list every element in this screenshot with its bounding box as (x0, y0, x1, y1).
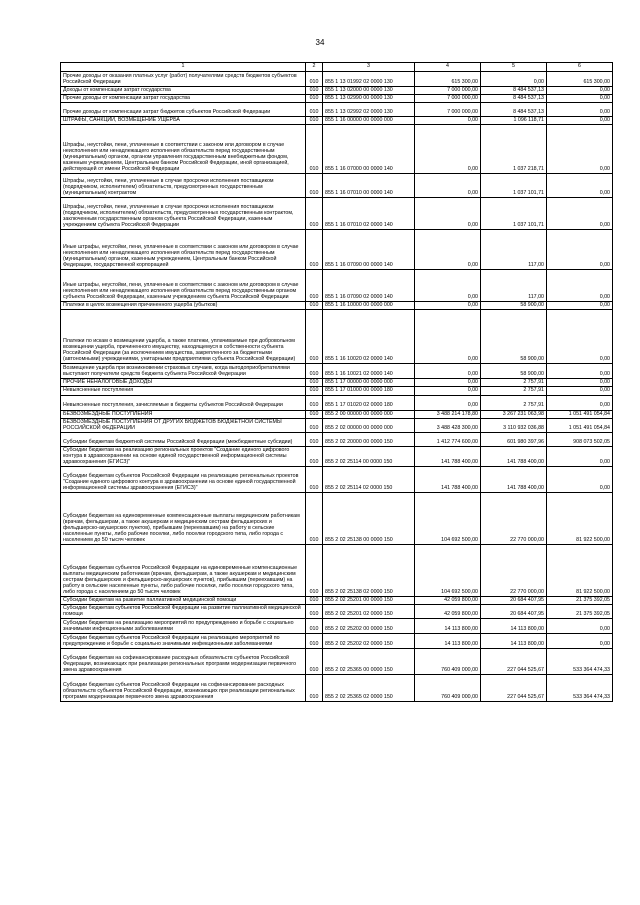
row-unexecuted-amount: 0,00 (547, 446, 613, 466)
row-executed-amount: 14 113 800,00 (481, 634, 547, 649)
table-row (61, 379, 613, 387)
row-name: ШТРАФЫ, САНКЦИИ, ВОЗМЕЩЕНИЕ УЩЕРБА (61, 117, 306, 125)
table-row (61, 545, 613, 597)
row-approved-amount: 104 692 500,00 (415, 545, 481, 597)
row-line-code: 010 (306, 198, 323, 230)
row-budget-code: 855 1 17 01000 00 0000 180 (323, 387, 415, 395)
row-unexecuted-amount: 0,00 (547, 634, 613, 649)
row-name: Прочие доходы от оказания платных услуг (работ) получателями средств бюджетов субъектов Российской Федерации (61, 72, 306, 87)
row-executed-amount: 2 757,91 (481, 379, 547, 387)
row-line-code: 010 (306, 87, 323, 95)
row-budget-code: 855 1 16 10021 02 0000 140 (323, 364, 415, 379)
row-line-code: 010 (306, 649, 323, 675)
row-line-code: 010 (306, 446, 323, 466)
row-line-code: 010 (306, 387, 323, 395)
row-name: Возмещение ущерба при возникновении страховых случаев, когда выгодоприобретателями выступают получатели средств бюджета субъекта Российской Федерации (61, 364, 306, 379)
row-approved-amount: 104 692 500,00 (415, 493, 481, 545)
row-unexecuted-amount: 1 051 491 054,84 (547, 418, 613, 432)
table-row (61, 605, 613, 619)
row-budget-code: 855 1 16 07010 02 0000 140 (323, 198, 415, 230)
row-approved-amount: 615 300,00 (415, 72, 481, 87)
row-line-code: 010 (306, 72, 323, 87)
row-executed-amount: 14 113 800,00 (481, 619, 547, 634)
table-row (61, 619, 613, 634)
row-approved-amount: 42 059 800,00 (415, 597, 481, 605)
row-unexecuted-amount: 21 375 392,05 (547, 605, 613, 619)
row-executed-amount: 141 788 400,00 (481, 446, 547, 466)
row-name: Иные штрафы, неустойки, пени, уплаченные в соответствии с законом или договором в случае неисполнения или ненадлежащего исполнения обязательств перед государственным (муниципальным) органом, казенным учреждением, Центральным банком Российской Федерации, государственной корпорацией (61, 230, 306, 270)
row-approved-amount: 3 488 214 178,80 (415, 410, 481, 418)
row-line-code: 010 (306, 467, 323, 493)
table-row (61, 634, 613, 649)
table-row (61, 270, 613, 302)
row-budget-code: 855 2 02 25114 00 0000 150 (323, 446, 415, 466)
row-unexecuted-amount: 0,00 (547, 87, 613, 95)
column-header-3: 3 (323, 63, 415, 72)
row-executed-amount: 58 900,00 (481, 364, 547, 379)
row-line-code: 010 (306, 634, 323, 649)
row-name: Субсидии бюджетам субъектов Российской Федерации на реализацию региональных проектов "Создание единого цифрового контура в здравоохранении на основе единой государственной информационной системы здравоохранения (ЕГИСЗ)" (61, 467, 306, 493)
row-approved-amount: 0,00 (415, 125, 481, 174)
row-line-code: 010 (306, 493, 323, 545)
row-budget-code: 855 2 02 20000 00 0000 150 (323, 432, 415, 446)
row-line-code: 010 (306, 605, 323, 619)
table-row (61, 432, 613, 446)
row-executed-amount: 227 044 525,67 (481, 649, 547, 675)
row-executed-amount: 2 757,91 (481, 387, 547, 395)
row-unexecuted-amount: 0,00 (547, 230, 613, 270)
row-line-code: 010 (306, 597, 323, 605)
row-executed-amount: 20 684 407,95 (481, 605, 547, 619)
row-executed-amount: 8 484 537,13 (481, 103, 547, 117)
table-row (61, 87, 613, 95)
row-executed-amount: 117,00 (481, 230, 547, 270)
row-approved-amount: 0,00 (415, 379, 481, 387)
row-line-code: 010 (306, 95, 323, 103)
table-row (61, 675, 613, 702)
table-row (61, 467, 613, 493)
row-budget-code: 855 2 02 25365 02 0000 150 (323, 675, 415, 702)
row-name: Субсидии бюджетам субъектов Российской Федерации на единовременные компенсационные выплаты медицинским работникам (врачам, фельдшерам, а также акушеркам и медицинским сестрам фельдшерских и фельдшерско-акушерских пунктов), прибывшим (переехавшим) на работу в сельские населенные пункты, либо рабочие поселки, либо поселки городского типа, либо города с населением до 50 тысяч человек (61, 545, 306, 597)
row-unexecuted-amount: 0,00 (547, 387, 613, 395)
table-row (61, 446, 613, 466)
row-approved-amount: 1 412 774 600,00 (415, 432, 481, 446)
row-budget-code: 855 2 02 25201 00 0000 150 (323, 597, 415, 605)
row-executed-amount: 58 900,00 (481, 302, 547, 310)
table-row (61, 125, 613, 174)
row-unexecuted-amount: 0,00 (547, 302, 613, 310)
row-name: Субсидии бюджетам субъектов Российской Федерации на развитие паллиативной медицинской помощи (61, 605, 306, 619)
table-row (61, 72, 613, 87)
column-number-row (61, 63, 613, 72)
row-executed-amount: 22 770 000,00 (481, 493, 547, 545)
row-approved-amount: 7 000 000,00 (415, 87, 481, 95)
table-row (61, 410, 613, 418)
row-budget-code: 855 1 13 01992 02 0000 130 (323, 72, 415, 87)
row-line-code: 010 (306, 418, 323, 432)
row-budget-code: 855 2 02 25138 00 0000 150 (323, 493, 415, 545)
row-executed-amount: 1 037 218,71 (481, 125, 547, 174)
table-row (61, 387, 613, 395)
row-line-code: 010 (306, 302, 323, 310)
row-unexecuted-amount: 533 364 474,33 (547, 649, 613, 675)
row-approved-amount: 42 059 800,00 (415, 605, 481, 619)
budget-execution-table (60, 62, 613, 702)
row-budget-code: 855 1 17 00000 00 0000 000 (323, 379, 415, 387)
table-row (61, 395, 613, 410)
row-name: БЕЗВОЗМЕЗДНЫЕ ПОСТУПЛЕНИЯ (61, 410, 306, 418)
page-number: 34 (315, 38, 325, 47)
row-approved-amount: 14 113 800,00 (415, 634, 481, 649)
row-unexecuted-amount: 0,00 (547, 117, 613, 125)
table-row (61, 117, 613, 125)
row-budget-code: 855 1 13 02992 02 0000 130 (323, 103, 415, 117)
row-line-code: 010 (306, 270, 323, 302)
row-name: Прочие доходы от компенсации затрат бюджетов субъектов Российской Федерации (61, 103, 306, 117)
row-line-code: 010 (306, 117, 323, 125)
table-row (61, 493, 613, 545)
table-row (61, 302, 613, 310)
row-name: Штрафы, неустойки, пени, уплаченные в случае просрочки исполнения поставщиком (подрядчиком, исполнителем) обязательств, предусмотренных государственным (муниципальным) контрактом (61, 174, 306, 198)
row-unexecuted-amount: 0,00 (547, 467, 613, 493)
row-line-code: 010 (306, 364, 323, 379)
row-budget-code: 855 2 02 25138 02 0000 150 (323, 545, 415, 597)
row-name: Невыясненные поступления, зачисляемые в бюджеты субъектов Российской Федерации (61, 395, 306, 410)
row-approved-amount: 760 409 000,00 (415, 649, 481, 675)
row-executed-amount: 3 110 932 036,88 (481, 418, 547, 432)
row-line-code: 010 (306, 310, 323, 364)
row-budget-code: 855 2 02 25365 00 0000 150 (323, 649, 415, 675)
row-executed-amount: 20 684 407,95 (481, 597, 547, 605)
column-header-6: 6 (547, 63, 613, 72)
table-row (61, 364, 613, 379)
row-approved-amount: 0,00 (415, 302, 481, 310)
row-unexecuted-amount: 0,00 (547, 103, 613, 117)
row-unexecuted-amount: 908 073 502,05 (547, 432, 613, 446)
row-unexecuted-amount: 81 922 500,00 (547, 545, 613, 597)
row-approved-amount: 0,00 (415, 395, 481, 410)
row-unexecuted-amount: 0,00 (547, 270, 613, 302)
row-approved-amount: 0,00 (415, 387, 481, 395)
row-name: Субсидии бюджетам бюджетной системы Российской Федерации (межбюджетные субсидии) (61, 432, 306, 446)
row-name: Субсидии бюджетам на единовременные компенсационные выплаты медицинским работникам (врачам, фельдшерам, а также акушеркам и медицинским сестрам фельдшерских и фельдшерско-акушерских пунктов), прибывшим (переехавшим) на работу в сельские населенные пункты, либо рабочие поселки, либо поселки городского типа, либо города с населением до 50 тысяч человек (61, 493, 306, 545)
row-name: Штрафы, неустойки, пени, уплаченные в случае просрочки исполнения поставщиком (подрядчиком, исполнителем) обязательств, предусмотренных государственным контрактом, заключенным государственным органом субъекта Российской Федерации, казенным учреждением субъекта Российской Федерации (61, 198, 306, 230)
row-approved-amount: 7 000 000,00 (415, 103, 481, 117)
row-approved-amount: 3 488 428 300,00 (415, 418, 481, 432)
column-header-2: 2 (306, 63, 323, 72)
row-budget-code: 855 1 16 07000 00 0000 140 (323, 125, 415, 174)
row-executed-amount: 8 484 537,13 (481, 87, 547, 95)
row-unexecuted-amount: 615 300,00 (547, 72, 613, 87)
row-budget-code: 855 1 17 01020 02 0000 180 (323, 395, 415, 410)
row-unexecuted-amount: 0,00 (547, 310, 613, 364)
row-budget-code: 855 1 16 00000 00 0000 000 (323, 117, 415, 125)
row-name: Субсидии бюджетам субъектов Российской Федерации на софинансирование расходных обязательств субъектов Российской Федерации, возникающих при реализации региональных программ модернизации первичного звена здравоохранения (61, 675, 306, 702)
row-budget-code: 855 1 13 02000 00 0000 130 (323, 87, 415, 95)
row-approved-amount: 0,00 (415, 364, 481, 379)
row-line-code: 010 (306, 675, 323, 702)
row-budget-code: 855 1 16 10020 02 0000 140 (323, 310, 415, 364)
row-executed-amount: 3 267 231 063,98 (481, 410, 547, 418)
row-approved-amount: 0,00 (415, 174, 481, 198)
row-unexecuted-amount: 21 375 392,05 (547, 597, 613, 605)
row-name: Иные штрафы, неустойки, пени, уплаченные в соответствии с законом или договором в случае неисполнения или ненадлежащего исполнения обязательств перед государственным органом субъекта Российской Федерации, казенным учреждением субъекта Российской Федерации (61, 270, 306, 302)
row-unexecuted-amount: 0,00 (547, 364, 613, 379)
row-approved-amount: 760 409 000,00 (415, 675, 481, 702)
row-unexecuted-amount: 0,00 (547, 619, 613, 634)
row-name: ПРОЧИЕ НЕНАЛОГОВЫЕ ДОХОДЫ (61, 379, 306, 387)
row-name: Доходы от компенсации затрат государства (61, 87, 306, 95)
column-header-4: 4 (415, 63, 481, 72)
row-executed-amount: 141 788 400,00 (481, 467, 547, 493)
row-unexecuted-amount: 0,00 (547, 125, 613, 174)
row-line-code: 010 (306, 545, 323, 597)
row-line-code: 010 (306, 103, 323, 117)
row-executed-amount: 117,00 (481, 270, 547, 302)
row-executed-amount: 2 757,91 (481, 395, 547, 410)
table-body (61, 72, 613, 702)
row-executed-amount: 1 096 118,71 (481, 117, 547, 125)
table-row (61, 230, 613, 270)
row-name: Субсидии бюджетам на реализацию региональных проектов "Создание единого цифрового контура в здравоохранении на основе единой государственной информационной системы здравоохранения (ЕГИСЗ)" (61, 446, 306, 466)
row-unexecuted-amount: 0,00 (547, 198, 613, 230)
table-row (61, 649, 613, 675)
table-row (61, 418, 613, 432)
table-row (61, 95, 613, 103)
row-executed-amount: 22 770 000,00 (481, 545, 547, 597)
column-header-1: 1 (61, 63, 306, 72)
row-name: Субсидии бюджетам на реализацию мероприятий по предупреждению и борьбе с социально значимыми инфекционными заболеваниями (61, 619, 306, 634)
row-approved-amount: 0,00 (415, 117, 481, 125)
row-name: Субсидии бюджетам на софинансирование расходных обязательств субъектов Российской Федерации, возникающих при реализации региональных программ модернизации первичного звена здравоохранения (61, 649, 306, 675)
row-approved-amount: 141 788 400,00 (415, 446, 481, 466)
row-budget-code: 855 2 02 25114 02 0000 150 (323, 467, 415, 493)
row-budget-code: 855 1 16 07090 00 0000 140 (323, 230, 415, 270)
row-executed-amount: 601 980 397,96 (481, 432, 547, 446)
row-line-code: 010 (306, 379, 323, 387)
table-row (61, 310, 613, 364)
row-budget-code: 855 2 02 00000 00 0000 000 (323, 418, 415, 432)
row-unexecuted-amount: 81 922 500,00 (547, 493, 613, 545)
row-approved-amount: 14 113 800,00 (415, 619, 481, 634)
row-name: Субсидии бюджетам субъектов Российской Федерации на реализацию мероприятий по предупреждению и борьбе с социально значимыми инфекционными заболеваниями (61, 634, 306, 649)
row-name: Прочие доходы от компенсации затрат государства (61, 95, 306, 103)
row-executed-amount: 58 900,00 (481, 310, 547, 364)
row-unexecuted-amount: 533 364 474,33 (547, 675, 613, 702)
row-approved-amount: 0,00 (415, 230, 481, 270)
row-approved-amount: 141 788 400,00 (415, 467, 481, 493)
row-unexecuted-amount: 1 051 491 054,84 (547, 410, 613, 418)
row-unexecuted-amount: 0,00 (547, 174, 613, 198)
row-line-code: 010 (306, 230, 323, 270)
row-name: Невыясненные поступления (61, 387, 306, 395)
row-approved-amount: 0,00 (415, 310, 481, 364)
row-unexecuted-amount: 0,00 (547, 395, 613, 410)
row-budget-code: 855 2 02 25202 00 0000 150 (323, 619, 415, 634)
row-budget-code: 855 2 02 25201 02 0000 150 (323, 605, 415, 619)
row-approved-amount: 0,00 (415, 270, 481, 302)
row-budget-code: 855 2 00 00000 00 0000 000 (323, 410, 415, 418)
row-executed-amount: 8 484 537,13 (481, 95, 547, 103)
row-executed-amount: 227 044 525,67 (481, 675, 547, 702)
row-line-code: 010 (306, 125, 323, 174)
row-budget-code: 855 1 13 02990 00 0000 130 (323, 95, 415, 103)
table-row (61, 103, 613, 117)
table-row (61, 597, 613, 605)
row-name: Платежи по искам о возмещении ущерба, а также платежи, уплачиваемые при добровольном возмещении ущерба, причиненного имуществу, находящемуся в собственности субъекта Российской Федерации (за исключением имущества, закрепленного за бюджетными (автономными) учреждениями, унитарными предприятиями субъекта Российской Федерации) (61, 310, 306, 364)
row-executed-amount: 0,00 (481, 72, 547, 87)
row-line-code: 010 (306, 619, 323, 634)
row-executed-amount: 1 037 101,71 (481, 198, 547, 230)
row-name: Платежи в целях возмещения причиненного ущерба (убытков) (61, 302, 306, 310)
row-line-code: 010 (306, 174, 323, 198)
row-unexecuted-amount: 0,00 (547, 95, 613, 103)
row-budget-code: 855 1 16 10000 00 0000 000 (323, 302, 415, 310)
row-line-code: 010 (306, 410, 323, 418)
row-approved-amount: 7 000 000,00 (415, 95, 481, 103)
row-executed-amount: 1 037 101,71 (481, 174, 547, 198)
row-name: Субсидии бюджетам на развитие паллиативной медицинской помощи (61, 597, 306, 605)
row-name: БЕЗВОЗМЕЗДНЫЕ ПОСТУПЛЕНИЯ ОТ ДРУГИХ БЮДЖЕТОВ БЮДЖЕТНОЙ СИСТЕМЫ РОССИЙСКОЙ ФЕДЕРАЦИИ (61, 418, 306, 432)
row-line-code: 010 (306, 395, 323, 410)
row-unexecuted-amount: 0,00 (547, 379, 613, 387)
row-budget-code: 855 1 16 07010 00 0000 140 (323, 174, 415, 198)
column-header-5: 5 (481, 63, 547, 72)
table-row (61, 198, 613, 230)
row-budget-code: 855 2 02 25202 02 0000 150 (323, 634, 415, 649)
row-budget-code: 855 1 16 07090 02 0000 140 (323, 270, 415, 302)
row-name: Штрафы, неустойки, пени, уплаченные в соответствии с законом или договором в случае неисполнения или ненадлежащего исполнения обязательств перед государственным (муниципальным) органом, органом управления государственным внебюджетным фондом, казенным учреждением, Центральным банком Российской Федерации, иной организацией, действующей от имени Российской Федерации (61, 125, 306, 174)
row-line-code: 010 (306, 432, 323, 446)
table-row (61, 174, 613, 198)
row-approved-amount: 0,00 (415, 198, 481, 230)
